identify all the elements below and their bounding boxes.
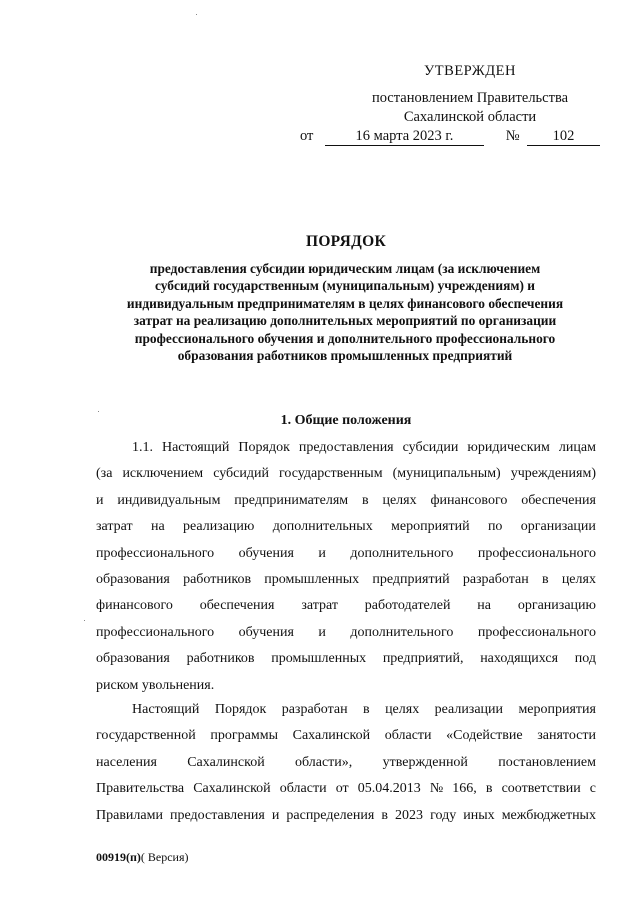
word: Правительства [96,781,185,797]
word: дополнительного [350,624,454,640]
word: Правилами [96,807,163,823]
approved-title: УТВЕРЖДЕН [424,63,516,79]
word: субсидий [213,466,269,482]
footer-version: ( Версия) [140,850,189,864]
word: учреждениям) [510,466,596,482]
word: организации [520,519,596,535]
word: области [279,781,327,797]
word: обеспечения [521,492,596,508]
scan-speck [196,14,197,15]
word: на [150,519,165,535]
word: профессионального [96,624,215,640]
paragraph-2-line [96,726,596,746]
word: дополнительных [272,519,373,535]
section-heading: 1. Общие положения [280,413,412,428]
approved-line-2: Сахалинской области [403,109,537,125]
paragraph-2-line [96,753,596,773]
word: постановлением [498,754,596,770]
from-label: от [300,128,314,144]
scan-speck [84,620,85,621]
word: затрат [301,598,338,614]
word: и [318,545,326,561]
approval-date: 16 марта 2023 г. [325,128,484,146]
word: мероприятия [518,702,596,717]
word: обеспечения [199,598,275,614]
paragraph-1-line [132,438,596,458]
word: финансового [96,598,173,614]
subtitle-line: затрат на реализацию дополнительных мероприятий по организации [133,313,557,329]
paragraph-1-line [96,570,596,590]
word: в [485,781,493,797]
footer-code [96,850,189,865]
word: № [429,781,444,797]
word: (муниципальным) [392,466,501,482]
word: под [574,651,596,667]
word: и [318,624,326,640]
word: предоставления [298,440,394,455]
word: и [96,492,104,508]
word: Порядок [214,702,267,717]
word: промышленных [264,572,360,587]
approved-line-1: постановлением Правительства [371,90,569,106]
word: профессионального [477,624,596,640]
approval-number: 102 [527,128,600,146]
document-title: ПОРЯДОК [305,233,387,250]
word: Настоящий [161,440,230,455]
paragraph-1-line [96,464,596,484]
word: профессионального [477,545,596,561]
word: (за [96,466,113,482]
word: области [384,728,432,744]
word: распределения [286,807,375,823]
word: мероприятий [391,519,470,535]
document-subtitle [92,260,598,364]
word: в [541,572,549,587]
approval-block [300,62,600,146]
word: субсидии [402,440,459,455]
word: по [487,519,503,535]
paragraph-1-line [96,544,596,564]
word: программы [210,728,278,744]
word: реализации [434,702,504,717]
word: 1.1. [132,440,153,455]
paragraph-1-line: риском увольнения. [96,677,215,693]
word: затрат [96,519,133,535]
word: разработан [462,572,529,587]
paragraph-1-line [96,596,596,616]
word: иных [463,807,495,823]
word: реализацию [182,519,255,535]
word: образования [96,572,170,587]
word: Настоящий [132,702,200,717]
number-label: № [505,128,520,144]
word: 166, [452,781,477,797]
word: предпринимателям [234,492,349,508]
subtitle-line: профессионального обучения и дополнительного профессионального [134,330,556,346]
paragraph-1-line [96,491,596,511]
word: занятости [537,728,596,744]
word: предприятий, [382,651,464,667]
word: от [335,781,349,797]
word: государственным [279,466,383,482]
word: предоставления [170,807,265,823]
word: обучения [238,624,294,640]
word: находящихся [480,651,559,667]
word: на [477,598,492,614]
subtitle-line: индивидуальным предпринимателям в целях финансового обеспечения [126,295,564,311]
word: в [362,492,369,508]
word: финансового [430,492,508,508]
subtitle-line: предоставления субсидии юридическим лицам (за исключением [149,261,541,276]
word: 05.04.2013 [357,781,421,797]
word: образования [96,651,170,667]
word: году [430,807,457,823]
word: работников [183,572,252,587]
word: работников [186,651,255,667]
paragraph-2-line [96,806,596,826]
word: межбюджетных [501,807,596,823]
word: и [271,807,280,823]
word: целях [382,492,417,508]
word: в [363,702,370,717]
word: юридическим [467,440,550,455]
word: населения [96,754,157,770]
word: целях [561,572,596,587]
subtitle-line: субсидий государственным (муниципальным) учреждениям) и [155,278,535,294]
word: предприятий [372,572,450,587]
word: «Содействие [446,728,523,744]
paragraph-2-line [132,700,596,720]
word: 2023 [395,807,424,823]
word: в [381,807,388,823]
word: Сахалинской [193,781,271,797]
word: индивидуальным [117,492,221,508]
word: государственной [96,728,196,744]
word: с [589,781,596,797]
word: области», [294,754,353,770]
paragraph-1-line [96,623,596,643]
word: работодателей [364,598,451,614]
word: организацию [517,598,596,614]
footer-doc-code: 00919(п) [96,850,141,864]
word: Сахалинской [292,728,371,744]
word: обучения [238,545,294,561]
word: Сахалинской [187,754,265,770]
word: дополнительного [350,545,454,561]
scan-speck [98,411,99,412]
word: соответствии [501,781,581,797]
word: разработан [281,702,348,717]
word: целях [385,702,420,717]
paragraph-2-line [96,779,596,799]
paragraph-1-line [96,517,596,537]
word: лицам [558,440,596,455]
paragraph-1-line [96,649,596,669]
word: профессионального [96,545,215,561]
subtitle-line: образования работников промышленных предприятий [177,348,513,364]
word: утвержденной [382,754,468,770]
word: Порядок [238,440,290,455]
approval-date-row [300,127,600,146]
word: промышленных [271,651,367,667]
word: исключением [122,466,204,482]
